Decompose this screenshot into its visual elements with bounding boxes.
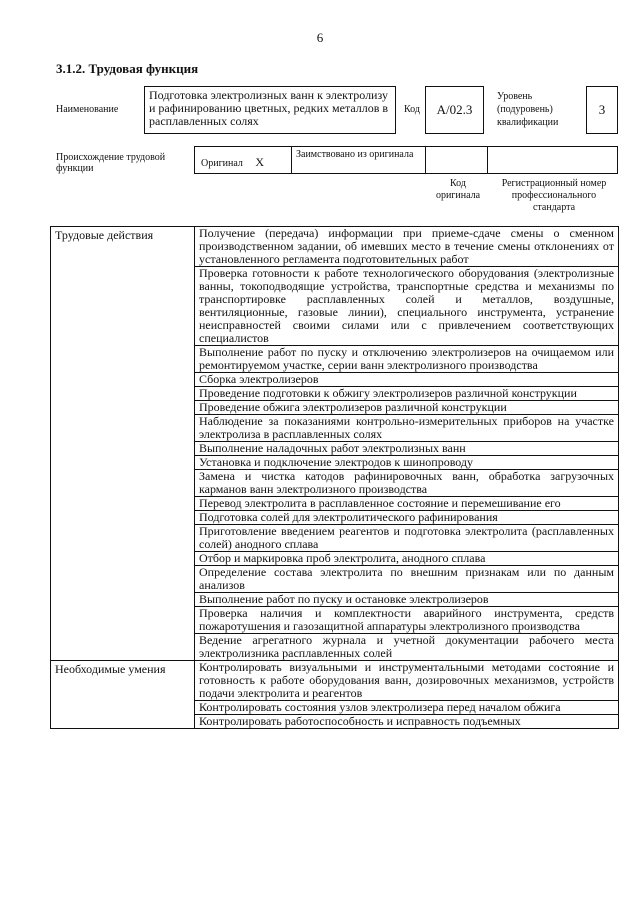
qualification-level-box: 3: [586, 86, 618, 134]
page-bottom-margin: [0, 835, 640, 905]
level-label: Уровень (подуровень) квалификации: [497, 91, 559, 128]
labor-action-item: Проведение обжига электролизеров различной конструкции: [195, 401, 619, 415]
borrowed-cell: Заимствовано из оригинала: [291, 146, 426, 174]
page-number: 6: [316, 30, 324, 45]
original-cell: [194, 146, 292, 174]
labor-action-item: Перевод электролита в расплавленное состояние и перемешивание его: [195, 497, 619, 511]
labor-action-item: Проведение подготовки к обжигу электролизеров различной конструкции: [195, 387, 619, 401]
labor-action-row: [51, 227, 619, 267]
labor-action-item: Отбор и маркировка проб электролита, анодного сплава: [195, 552, 619, 566]
labor-action-item: Подготовка солей для электролитического рафинирования: [195, 511, 619, 525]
code-label: Код: [404, 104, 420, 115]
original-code-cell: [425, 146, 488, 174]
section-title: 3.1.2. Трудовая функция: [56, 61, 199, 76]
original-mark: X: [255, 155, 265, 169]
original-code-caption: Код оригинала: [435, 178, 481, 201]
function-details-table: [50, 226, 619, 729]
required-skill-item: Контролировать работоспособность и исправность подъемных: [195, 715, 619, 729]
required-skill-item: Контролировать визуальными и инструментальными методами состояние и готовность к работе оборудования ванн, дозировочных механизмов, устройств подачи электролита и реагентов: [195, 661, 619, 701]
required-skill-item: Контролировать состояния узлов электролизера перед началом обжига: [195, 701, 619, 715]
labor-action-item: Проверка готовности к работе технологического оборудования (электролизные ванны, токоподводящие устройства, транспортные средства и механизмы по транспортировке расплавленных солей и металлов, воздушные, вентиляционные, газовые линии), специального инструмента, устранение неисправностей своими силами или с привлечением соответствующих специалистов: [195, 267, 619, 346]
required-skill-row: [51, 661, 619, 701]
labor-action-item: Выполнение работ по пуску и отключению электролизеров на очищаемом или ремонтируемом участке, серии ванн электролизного производства: [195, 346, 619, 373]
labor-action-item: Сборка электролизеров: [195, 373, 619, 387]
required-skill-label: Необходимые умения: [51, 661, 195, 729]
reg-number-cell: [487, 146, 618, 174]
labor-action-item: Выполнение работ по пуску и остановке электролизеров: [195, 593, 619, 607]
labor-action-item: Выполнение наладочных работ электролизных ванн: [195, 442, 619, 456]
labor-action-item: Определение состава электролита по внешним признакам или по данным анализов: [195, 566, 619, 593]
original-label: Оригинал: [201, 158, 243, 169]
name-label: Наименование: [56, 104, 119, 115]
origin-label: Происхождение трудовой функции: [56, 152, 166, 174]
labor-action-item: Ведение агрегатного журнала и учетной документации рабочего места электролизника расплавленных солей: [195, 634, 619, 661]
labor-action-item: Приготовление введением реагентов и подготовка электролита (расплавленных солей) анодного сплава: [195, 525, 619, 552]
labor-action-item: Замена и чистка катодов рафинировочных ванн, обработка загрузочных карманов ванн электролизного производства: [195, 470, 619, 497]
labor-action-item: Проверка наличия и комплектности аварийного инструмента, средств пожаротушения и газозащитной аппаратуры электролизного производства: [195, 607, 619, 634]
labor-action-item: Получение (передача) информации при приеме-сдаче смены о сменном производственном задании, об имевших место в течение смены отклонениях от установленного регламента подготовительных работ: [195, 227, 619, 267]
function-code-box: А/02.3: [425, 86, 484, 134]
labor-action-label: Трудовые действия: [51, 227, 195, 661]
labor-action-item: Установка и подключение электродов к шинопроводу: [195, 456, 619, 470]
reg-number-caption: Регистрационный номер профессионального стандарта: [501, 178, 607, 213]
function-name-box: Подготовка электролизных ванн к электролизу и рафинированию цветных, редких металлов в расплавленных солях: [144, 86, 396, 134]
origin-table: [194, 146, 618, 176]
labor-action-item: Наблюдение за показаниями контрольно-измерительных приборов на участке электролиза в расплавленных солях: [195, 415, 619, 442]
